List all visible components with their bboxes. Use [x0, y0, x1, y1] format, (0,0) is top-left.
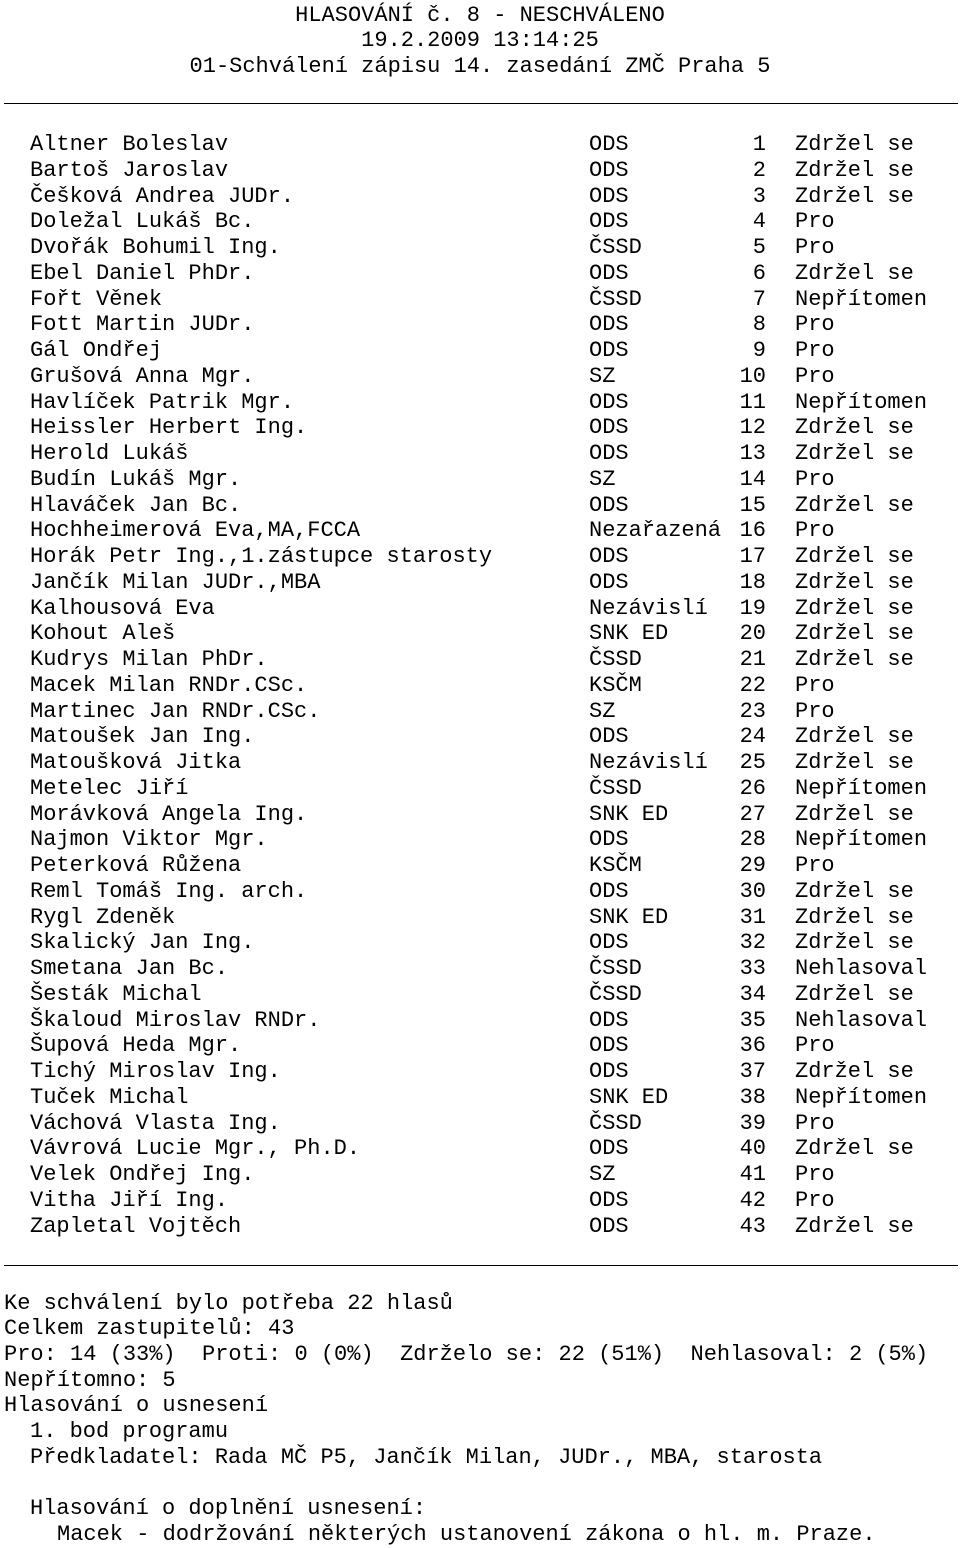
member-party: ODS [589, 1136, 629, 1162]
member-party: SNK ED [589, 1084, 669, 1110]
member-vote: Nepřítomen [795, 775, 928, 801]
member-party: ODS [589, 132, 629, 157]
member-number: 6 [752, 260, 766, 286]
member-row [0, 467, 960, 493]
member-name: Doležal Lukáš Bc. [30, 209, 255, 235]
member-vote: Pro [795, 1162, 835, 1187]
member-name: Rygl Zdeněk [30, 904, 176, 930]
member-row [0, 415, 960, 441]
member-vote: Zdržel se [795, 647, 914, 672]
member-vote: Zdržel se [795, 930, 914, 956]
member-name: Vitha Jiří Ing. [30, 1187, 229, 1213]
member-number: 4 [752, 209, 766, 235]
member-party: ODS [589, 312, 629, 338]
member-row [0, 982, 960, 1008]
member-name: Škaloud Miroslav RNDr. [30, 1007, 321, 1033]
member-number: 1 [752, 132, 766, 157]
member-name: Vávrová Lucie Mgr., Ph.D. [30, 1136, 361, 1162]
member-vote: Zdržel se [795, 595, 914, 621]
member-party: ODS [589, 183, 629, 209]
member-vote: Nehlasoval [795, 1007, 928, 1033]
member-name: Bartoš Jaroslav [30, 157, 229, 183]
bottom-divider [4, 1265, 958, 1266]
member-number: 29 [739, 853, 766, 878]
member-party: ODS [589, 209, 629, 235]
member-name: Heissler Herbert Ing. [30, 415, 308, 441]
member-number: 2 [752, 157, 766, 183]
member-name: Hlaváček Jan Bc. [30, 492, 242, 518]
member-number: 28 [739, 827, 766, 853]
member-vote: Zdržel se [795, 260, 914, 286]
member-row [0, 956, 960, 982]
member-number: 27 [739, 801, 766, 827]
member-party: KSČM [589, 853, 642, 878]
member-name: Fořt Věnek [30, 286, 163, 312]
member-row [0, 827, 960, 853]
member-name: Matoušková Jitka [30, 750, 242, 775]
member-vote: Pro [795, 338, 835, 363]
member-number: 12 [739, 415, 766, 441]
member-row [0, 441, 960, 467]
member-name: Herold Lukáš [30, 441, 189, 466]
member-vote: Zdržel se [795, 1213, 914, 1239]
member-vote: Nepřítomen [795, 827, 928, 853]
member-name: Dvořák Bohumil Ing. [30, 235, 281, 260]
member-row [0, 1059, 960, 1085]
member-party: ČSSD [589, 286, 642, 312]
member-row [0, 776, 960, 802]
member-row [0, 261, 960, 287]
member-name: Gál Ondřej [30, 338, 163, 363]
member-party: ODS [589, 544, 629, 569]
member-name: Zapletal Vojtěch [30, 1213, 242, 1239]
member-number: 9 [752, 338, 766, 363]
member-row [0, 1008, 960, 1034]
member-number: 21 [739, 647, 766, 672]
member-name: Najmon Viktor Mgr. [30, 827, 268, 853]
member-row [0, 1111, 960, 1137]
member-party: ODS [589, 441, 629, 466]
member-name: Morávková Angela Ing. [30, 801, 308, 827]
member-party: ODS [589, 1213, 629, 1239]
member-number: 16 [739, 518, 766, 544]
member-party: ODS [589, 492, 629, 518]
amendment-text: Macek - dodržování některých ustanovení zákona o hl. m. Praze. [57, 1522, 876, 1547]
amendment-heading: Hlasování o doplnění usnesení: [30, 1496, 427, 1521]
absent-count: Nepřítomno: 5 [4, 1368, 176, 1393]
member-number: 19 [739, 595, 766, 621]
member-name: Smetana Jan Bc. [30, 956, 229, 981]
member-party: ODS [589, 930, 629, 956]
member-number: 15 [739, 492, 766, 518]
member-row [0, 750, 960, 776]
member-vote: Zdržel se [795, 132, 914, 157]
member-number: 18 [739, 569, 766, 595]
member-row [0, 1033, 960, 1059]
member-name: Horák Petr Ing.,1.zástupce starosty [30, 544, 493, 569]
member-party: ČSSD [589, 1110, 642, 1136]
member-vote: Zdržel se [795, 441, 914, 466]
member-row [0, 724, 960, 750]
member-name: Šupová Heda Mgr. [30, 1033, 242, 1059]
member-name: Grušová Anna Mgr. [30, 363, 255, 389]
member-vote: Pro [795, 698, 835, 724]
member-party: ODS [589, 827, 629, 853]
member-number: 31 [739, 904, 766, 930]
member-number: 5 [752, 235, 766, 260]
member-party: Nezávislí [589, 595, 708, 621]
member-vote: Pro [795, 363, 835, 389]
member-vote: Zdržel se [795, 981, 914, 1007]
member-vote: Nehlasoval [795, 956, 928, 981]
member-vote: Pro [795, 466, 835, 492]
required-votes: Ke schválení bylo potřeba 22 hlasů [4, 1291, 453, 1316]
member-vote: Zdržel se [795, 750, 914, 775]
member-party: SZ [589, 466, 616, 492]
member-number: 43 [739, 1213, 766, 1239]
member-number: 42 [739, 1187, 766, 1213]
member-row [0, 647, 960, 673]
vote-subject: 01-Schválení zápisu 14. zasedání ZMČ Praha 5 [189, 54, 771, 79]
member-number: 26 [739, 775, 766, 801]
top-divider [4, 103, 958, 104]
member-vote: Pro [795, 209, 835, 235]
member-party: ODS [589, 389, 629, 415]
proposer: Předkladatel: Rada MČ P5, Jančík Milan, JUDr., MBA, starosta [30, 1445, 823, 1470]
member-vote: Zdržel se [795, 492, 914, 518]
total-members: Celkem zastupitelů: 43 [4, 1316, 295, 1341]
member-row [0, 879, 960, 905]
member-row [0, 312, 960, 338]
member-row [0, 1214, 960, 1240]
member-party: SZ [589, 363, 616, 389]
member-party: ODS [589, 1033, 629, 1059]
member-party: ODS [589, 415, 629, 441]
member-row [0, 1085, 960, 1111]
member-name: Macek Milan RNDr.CSc. [30, 672, 308, 698]
member-number: 20 [739, 621, 766, 647]
member-vote: Pro [795, 1110, 835, 1136]
member-row [0, 209, 960, 235]
member-name: Martinec Jan RNDr.CSc. [30, 698, 321, 724]
vote-title: HLASOVÁNÍ č. 8 - NESCHVÁLENO [295, 3, 665, 28]
member-party: Nezařazená [589, 518, 722, 544]
member-name: Metelec Jiří [30, 775, 189, 801]
member-row [0, 596, 960, 622]
member-vote: Nepřítomen [795, 389, 928, 415]
member-name: Peterková Růžena [30, 853, 242, 878]
member-party: ODS [589, 260, 629, 286]
member-number: 14 [739, 466, 766, 492]
member-name: Váchová Vlasta Ing. [30, 1110, 281, 1136]
member-vote: Pro [795, 1187, 835, 1213]
member-number: 35 [739, 1007, 766, 1033]
member-vote: Zdržel se [795, 1136, 914, 1162]
member-name: Hochheimerová Eva,MA,FCCA [30, 518, 361, 544]
member-row [0, 184, 960, 210]
member-party: KSČM [589, 672, 642, 698]
member-row [0, 1188, 960, 1214]
member-name: Havlíček Patrik Mgr. [30, 389, 295, 415]
member-vote: Zdržel se [795, 1059, 914, 1084]
member-name: Kudrys Milan PhDr. [30, 647, 268, 672]
member-name: Tuček Michal [30, 1084, 189, 1110]
member-party: ODS [589, 569, 629, 595]
member-number: 3 [752, 183, 766, 209]
member-number: 34 [739, 981, 766, 1007]
member-vote: Pro [795, 853, 835, 878]
member-row [0, 930, 960, 956]
resolution-heading: Hlasování o usnesení [4, 1393, 269, 1418]
member-party: ČSSD [589, 956, 642, 981]
member-vote: Zdržel se [795, 801, 914, 827]
member-party: SZ [589, 1162, 616, 1187]
member-row [0, 338, 960, 364]
member-number: 32 [739, 930, 766, 956]
agenda-item: 1. bod programu [30, 1419, 229, 1444]
member-vote: Pro [795, 518, 835, 544]
member-name: Reml Tomáš Ing. arch. [30, 878, 308, 904]
vote-datetime: 19.2.2009 13:14:25 [361, 28, 599, 53]
member-vote: Zdržel se [795, 544, 914, 569]
member-number: 38 [739, 1084, 766, 1110]
member-party: ODS [589, 1007, 629, 1033]
member-name: Kalhousová Eva [30, 595, 215, 621]
member-name: Fott Martin JUDr. [30, 312, 255, 338]
member-vote: Pro [795, 235, 835, 260]
member-name: Ebel Daniel PhDr. [30, 260, 255, 286]
member-number: 22 [739, 672, 766, 698]
member-party: ODS [589, 724, 629, 750]
member-row [0, 673, 960, 699]
member-number: 10 [739, 363, 766, 389]
member-name: Češková Andrea JUDr. [30, 183, 295, 209]
member-vote: Zdržel se [795, 904, 914, 930]
member-party: ČSSD [589, 981, 642, 1007]
member-row [0, 364, 960, 390]
member-name: Kohout Aleš [30, 621, 176, 647]
member-number: 7 [752, 286, 766, 312]
member-party: ODS [589, 1187, 629, 1213]
member-row [0, 544, 960, 570]
member-vote: Pro [795, 672, 835, 698]
member-vote: Zdržel se [795, 183, 914, 209]
member-party: ČSSD [589, 775, 642, 801]
member-row [0, 235, 960, 261]
member-row [0, 390, 960, 416]
member-number: 23 [739, 698, 766, 724]
member-party: SZ [589, 698, 616, 724]
member-number: 17 [739, 544, 766, 569]
member-party: SNK ED [589, 621, 669, 647]
member-party: SNK ED [589, 801, 669, 827]
member-row [0, 493, 960, 519]
member-row [0, 287, 960, 313]
member-vote: Zdržel se [795, 878, 914, 904]
member-row [0, 158, 960, 184]
member-number: 25 [739, 750, 766, 775]
member-vote: Zdržel se [795, 415, 914, 441]
member-name: Šesták Michal [30, 981, 202, 1007]
member-vote: Zdržel se [795, 621, 914, 647]
member-vote: Nepřítomen [795, 1084, 928, 1110]
member-number: 30 [739, 878, 766, 904]
member-vote: Pro [795, 312, 835, 338]
member-vote: Zdržel se [795, 724, 914, 750]
member-number: 24 [739, 724, 766, 750]
member-row [0, 518, 960, 544]
member-number: 40 [739, 1136, 766, 1162]
member-party: ČSSD [589, 647, 642, 672]
member-number: 11 [739, 389, 766, 415]
member-row [0, 1136, 960, 1162]
member-row [0, 621, 960, 647]
member-party: Nezávislí [589, 750, 708, 775]
member-number: 8 [752, 312, 766, 338]
member-number: 36 [739, 1033, 766, 1059]
member-row [0, 570, 960, 596]
member-number: 39 [739, 1110, 766, 1136]
member-number: 13 [739, 441, 766, 466]
member-row [0, 802, 960, 828]
member-name: Budín Lukáš Mgr. [30, 466, 242, 492]
member-party: SNK ED [589, 904, 669, 930]
member-vote: Pro [795, 1033, 835, 1059]
member-vote: Nepřítomen [795, 286, 928, 312]
member-party: ODS [589, 1059, 629, 1084]
member-number: 33 [739, 956, 766, 981]
member-row [0, 1162, 960, 1188]
member-number: 37 [739, 1059, 766, 1084]
member-vote: Zdržel se [795, 157, 914, 183]
member-vote: Zdržel se [795, 569, 914, 595]
member-row [0, 905, 960, 931]
member-row [0, 699, 960, 725]
member-name: Altner Boleslav [30, 132, 229, 157]
member-name: Velek Ondřej Ing. [30, 1162, 255, 1187]
member-row [0, 853, 960, 879]
member-name: Jančík Milan JUDr.,MBA [30, 569, 321, 595]
member-party: ODS [589, 338, 629, 363]
member-party: ODS [589, 878, 629, 904]
member-name: Tichý Miroslav Ing. [30, 1059, 281, 1084]
member-name: Matoušek Jan Ing. [30, 724, 255, 750]
vote-counts: Pro: 14 (33%) Proti: 0 (0%) Zdrželo se: 22 (51%) Nehlasoval: 2 (5%) [4, 1342, 929, 1367]
member-name: Skalický Jan Ing. [30, 930, 255, 956]
member-row [0, 132, 960, 158]
member-party: ODS [589, 157, 629, 183]
member-party: ČSSD [589, 235, 642, 260]
member-number: 41 [739, 1162, 766, 1187]
